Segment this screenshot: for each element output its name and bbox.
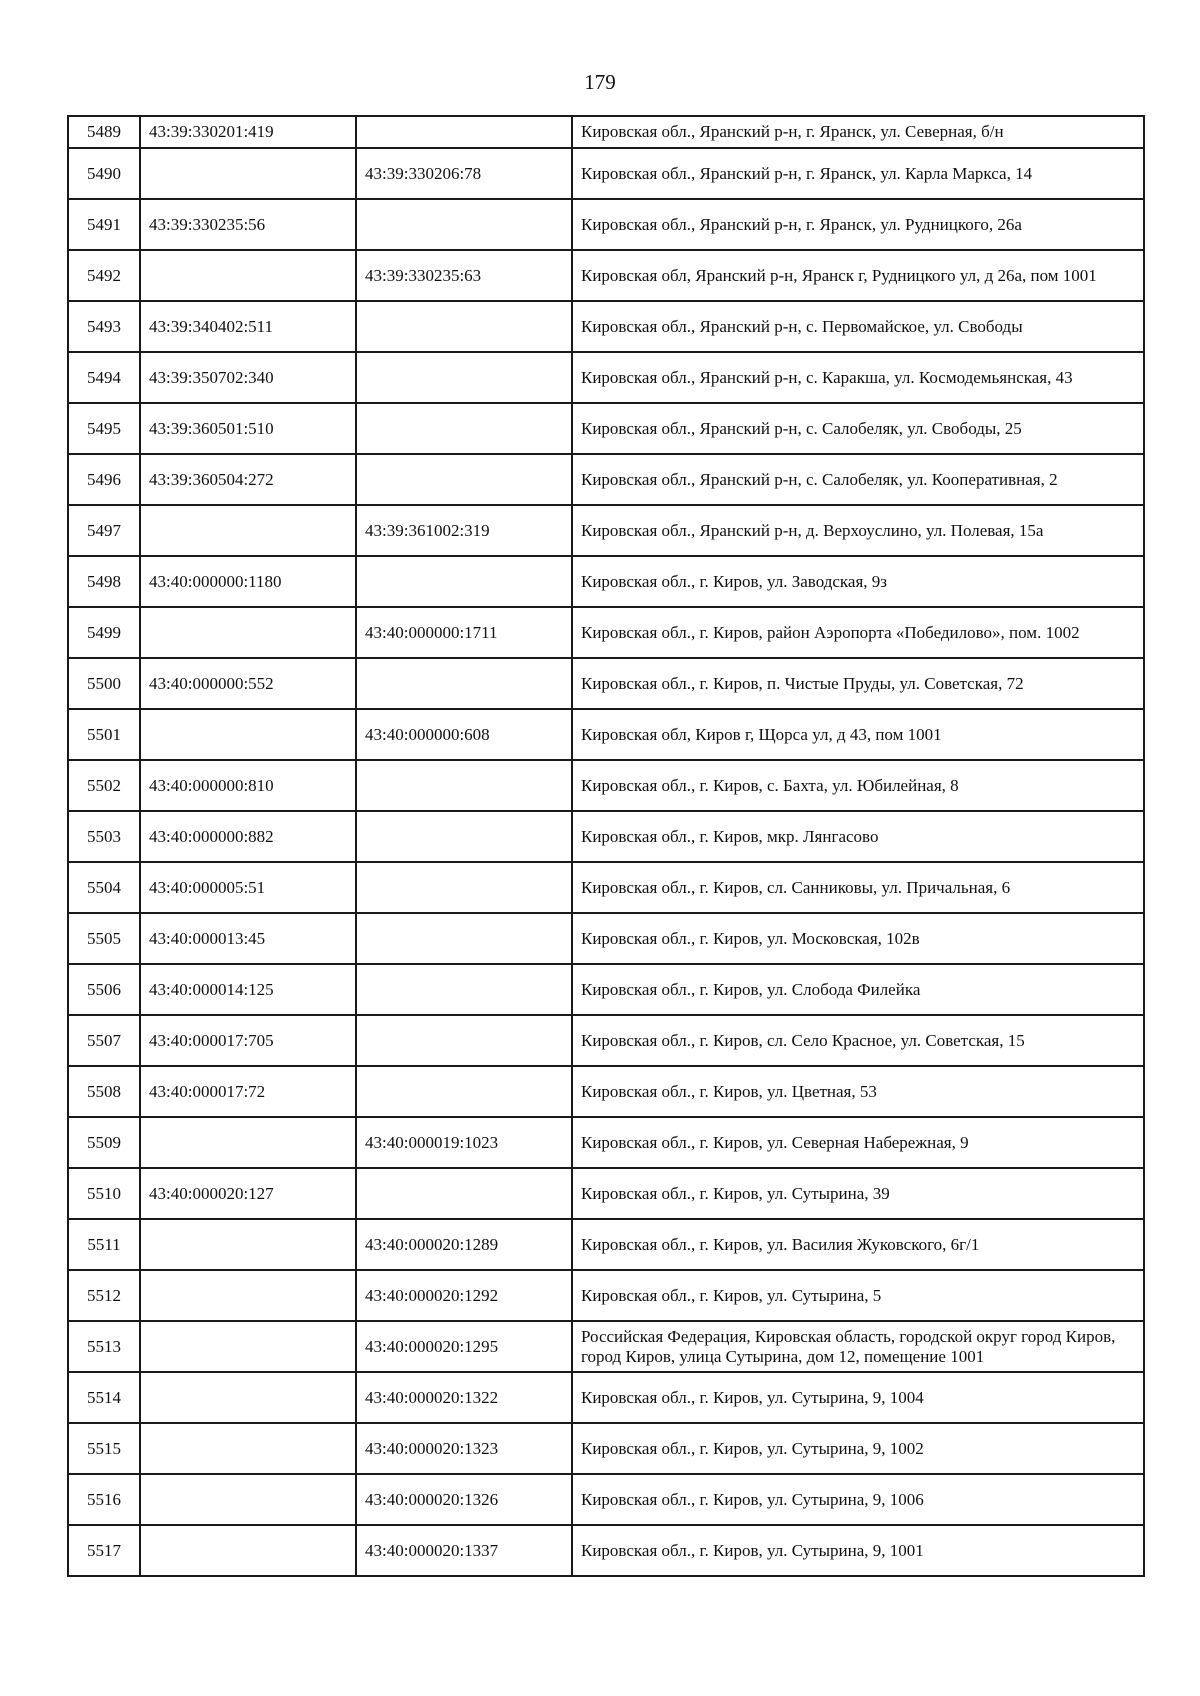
row-number-cell: 5512 [68, 1270, 140, 1321]
land-cadastral-number-cell: 43:40:000013:45 [140, 913, 356, 964]
row-number-cell: 5511 [68, 1219, 140, 1270]
table-row [68, 1219, 1144, 1270]
table-row [68, 658, 1144, 709]
land-cadastral-number-cell [140, 709, 356, 760]
building-cadastral-number-cell [356, 913, 572, 964]
building-cadastral-number-cell [356, 760, 572, 811]
table-row [68, 1525, 1144, 1576]
row-number-cell: 5495 [68, 403, 140, 454]
table-row [68, 116, 1144, 148]
address-cell: Кировская обл., г. Киров, с. Бахта, ул. Юбилейная, 8 [572, 760, 1144, 811]
row-number-cell: 5516 [68, 1474, 140, 1525]
row-number-cell: 5500 [68, 658, 140, 709]
address-cell: Кировская обл., г. Киров, ул. Сутырина, 39 [572, 1168, 1144, 1219]
building-cadastral-number-cell: 43:39:330235:63 [356, 250, 572, 301]
land-cadastral-number-cell: 43:40:000017:72 [140, 1066, 356, 1117]
building-cadastral-number-cell: 43:40:000020:1295 [356, 1321, 572, 1372]
building-cadastral-number-cell [356, 1015, 572, 1066]
address-cell: Кировская обл., г. Киров, ул. Сутырина, 9, 1002 [572, 1423, 1144, 1474]
building-cadastral-number-cell [356, 811, 572, 862]
table-row [68, 505, 1144, 556]
row-number-cell: 5513 [68, 1321, 140, 1372]
table-row [68, 811, 1144, 862]
building-cadastral-number-cell [356, 403, 572, 454]
building-cadastral-number-cell [356, 199, 572, 250]
address-cell: Кировская обл., Яранский р-н, с. Каракша, ул. Космодемьянская, 43 [572, 352, 1144, 403]
building-cadastral-number-cell: 43:40:000020:1326 [356, 1474, 572, 1525]
land-cadastral-number-cell: 43:40:000000:1180 [140, 556, 356, 607]
row-number-cell: 5502 [68, 760, 140, 811]
row-number-cell: 5494 [68, 352, 140, 403]
address-cell: Кировская обл., Яранский р-н, г. Яранск, ул. Карла Маркса, 14 [572, 148, 1144, 199]
row-number-cell: 5492 [68, 250, 140, 301]
building-cadastral-number-cell [356, 1168, 572, 1219]
table-row [68, 556, 1144, 607]
land-cadastral-number-cell: 43:40:000005:51 [140, 862, 356, 913]
row-number-cell: 5498 [68, 556, 140, 607]
address-cell: Кировская обл., г. Киров, ул. Слобода Филейка [572, 964, 1144, 1015]
building-cadastral-number-cell [356, 658, 572, 709]
building-cadastral-number-cell [356, 1066, 572, 1117]
land-cadastral-number-cell: 43:39:340402:511 [140, 301, 356, 352]
building-cadastral-number-cell: 43:40:000019:1023 [356, 1117, 572, 1168]
land-cadastral-number-cell [140, 250, 356, 301]
address-cell: Кировская обл, Киров г, Щорса ул, д 43, пом 1001 [572, 709, 1144, 760]
land-cadastral-number-cell [140, 148, 356, 199]
page-number: 179 [584, 70, 616, 94]
table-row [68, 760, 1144, 811]
land-cadastral-number-cell: 43:40:000000:882 [140, 811, 356, 862]
building-cadastral-number-cell: 43:40:000020:1337 [356, 1525, 572, 1576]
land-cadastral-number-cell [140, 1474, 356, 1525]
land-cadastral-number-cell: 43:39:330235:56 [140, 199, 356, 250]
address-cell: Кировская обл., г. Киров, ул. Московская, 102в [572, 913, 1144, 964]
table-row [68, 1015, 1144, 1066]
address-cell: Кировская обл., г. Киров, ул. Цветная, 53 [572, 1066, 1144, 1117]
land-cadastral-number-cell [140, 1423, 356, 1474]
land-cadastral-number-cell: 43:40:000020:127 [140, 1168, 356, 1219]
row-number-cell: 5490 [68, 148, 140, 199]
row-number-cell: 5514 [68, 1372, 140, 1423]
land-cadastral-number-cell: 43:40:000000:810 [140, 760, 356, 811]
row-number-cell: 5508 [68, 1066, 140, 1117]
address-cell: Кировская обл., г. Киров, п. Чистые Пруды, ул. Советская, 72 [572, 658, 1144, 709]
building-cadastral-number-cell [356, 301, 572, 352]
table-row [68, 1474, 1144, 1525]
row-number-cell: 5489 [68, 116, 140, 148]
address-cell: Кировская обл., г. Киров, ул. Заводская, 9з [572, 556, 1144, 607]
land-cadastral-number-cell [140, 1321, 356, 1372]
land-cadastral-number-cell [140, 1117, 356, 1168]
building-cadastral-number-cell [356, 862, 572, 913]
table-row [68, 1066, 1144, 1117]
building-cadastral-number-cell [356, 352, 572, 403]
row-number-cell: 5501 [68, 709, 140, 760]
address-cell: Кировская обл., г. Киров, сл. Санниковы, ул. Причальная, 6 [572, 862, 1144, 913]
land-cadastral-number-cell [140, 1270, 356, 1321]
building-cadastral-number-cell: 43:40:000020:1292 [356, 1270, 572, 1321]
land-cadastral-number-cell: 43:40:000000:552 [140, 658, 356, 709]
row-number-cell: 5509 [68, 1117, 140, 1168]
row-number-cell: 5497 [68, 505, 140, 556]
row-number-cell: 5517 [68, 1525, 140, 1576]
table-row [68, 199, 1144, 250]
land-cadastral-number-cell: 43:39:350702:340 [140, 352, 356, 403]
address-cell: Кировская обл, Яранский р-н, Яранск г, Рудницкого ул, д 26а, пом 1001 [572, 250, 1144, 301]
row-number-cell: 5503 [68, 811, 140, 862]
table-row [68, 301, 1144, 352]
table-row [68, 352, 1144, 403]
address-cell: Кировская обл., г. Киров, ул. Сутырина, 9, 1006 [572, 1474, 1144, 1525]
address-cell: Кировская обл., Яранский р-н, г. Яранск, ул. Северная, б/н [572, 116, 1144, 148]
address-cell: Кировская обл., г. Киров, мкр. Лянгасово [572, 811, 1144, 862]
row-number-cell: 5510 [68, 1168, 140, 1219]
building-cadastral-number-cell: 43:39:361002:319 [356, 505, 572, 556]
building-cadastral-number-cell: 43:40:000020:1322 [356, 1372, 572, 1423]
table-row [68, 1168, 1144, 1219]
building-cadastral-number-cell: 43:40:000000:1711 [356, 607, 572, 658]
row-number-cell: 5504 [68, 862, 140, 913]
row-number-cell: 5491 [68, 199, 140, 250]
table-row [68, 1372, 1144, 1423]
land-cadastral-number-cell [140, 1219, 356, 1270]
address-cell: Кировская обл., г. Киров, район Аэропорта «Победилово», пом. 1002 [572, 607, 1144, 658]
address-cell: Кировская обл., Яранский р-н, с. Салобеляк, ул. Свободы, 25 [572, 403, 1144, 454]
table-row [68, 250, 1144, 301]
row-number-cell: 5493 [68, 301, 140, 352]
building-cadastral-number-cell: 43:39:330206:78 [356, 148, 572, 199]
row-number-cell: 5506 [68, 964, 140, 1015]
row-number-cell: 5505 [68, 913, 140, 964]
table-row [68, 607, 1144, 658]
table-row [68, 709, 1144, 760]
row-number-cell: 5507 [68, 1015, 140, 1066]
building-cadastral-number-cell [356, 116, 572, 148]
land-cadastral-number-cell: 43:39:360501:510 [140, 403, 356, 454]
land-cadastral-number-cell [140, 1525, 356, 1576]
address-cell: Кировская обл., Яранский р-н, с. Первомайское, ул. Свободы [572, 301, 1144, 352]
land-cadastral-number-cell [140, 505, 356, 556]
land-cadastral-number-cell: 43:39:360504:272 [140, 454, 356, 505]
address-cell: Кировская обл., г. Киров, ул. Сутырина, 9, 1001 [572, 1525, 1144, 1576]
registry-table [67, 115, 1145, 1577]
address-cell: Кировская обл., г. Киров, сл. Село Красное, ул. Советская, 15 [572, 1015, 1144, 1066]
row-number-cell: 5496 [68, 454, 140, 505]
table-row [68, 148, 1144, 199]
table-row [68, 1270, 1144, 1321]
building-cadastral-number-cell: 43:40:000020:1289 [356, 1219, 572, 1270]
land-cadastral-number-cell [140, 607, 356, 658]
table-row [68, 1321, 1144, 1372]
land-cadastral-number-cell: 43:40:000017:705 [140, 1015, 356, 1066]
address-cell: Кировская обл., г. Киров, ул. Василия Жуковского, 6г/1 [572, 1219, 1144, 1270]
table-row [68, 913, 1144, 964]
address-cell: Кировская обл., Яранский р-н, д. Верхоуслино, ул. Полевая, 15а [572, 505, 1144, 556]
land-cadastral-number-cell [140, 1372, 356, 1423]
table-row [68, 1117, 1144, 1168]
address-cell: Российская Федерация, Кировская область, городской округ город Киров, город Киров, улица Сутырина, дом 12, помещение 1001 [572, 1321, 1144, 1372]
table-row [68, 403, 1144, 454]
building-cadastral-number-cell: 43:40:000000:608 [356, 709, 572, 760]
row-number-cell: 5515 [68, 1423, 140, 1474]
address-cell: Кировская обл., г. Киров, ул. Сутырина, 9, 1004 [572, 1372, 1144, 1423]
land-cadastral-number-cell: 43:39:330201:419 [140, 116, 356, 148]
building-cadastral-number-cell [356, 454, 572, 505]
registry-table-body [68, 116, 1144, 1576]
address-cell: Кировская обл., Яранский р-н, с. Салобеляк, ул. Кооперативная, 2 [572, 454, 1144, 505]
address-cell: Кировская обл., г. Киров, ул. Северная Набережная, 9 [572, 1117, 1144, 1168]
row-number-cell: 5499 [68, 607, 140, 658]
table-row [68, 964, 1144, 1015]
building-cadastral-number-cell [356, 556, 572, 607]
building-cadastral-number-cell: 43:40:000020:1323 [356, 1423, 572, 1474]
table-row [68, 454, 1144, 505]
building-cadastral-number-cell [356, 964, 572, 1015]
table-row [68, 1423, 1144, 1474]
table-row [68, 862, 1144, 913]
land-cadastral-number-cell: 43:40:000014:125 [140, 964, 356, 1015]
address-cell: Кировская обл., Яранский р-н, г. Яранск, ул. Рудницкого, 26а [572, 199, 1144, 250]
address-cell: Кировская обл., г. Киров, ул. Сутырина, 5 [572, 1270, 1144, 1321]
